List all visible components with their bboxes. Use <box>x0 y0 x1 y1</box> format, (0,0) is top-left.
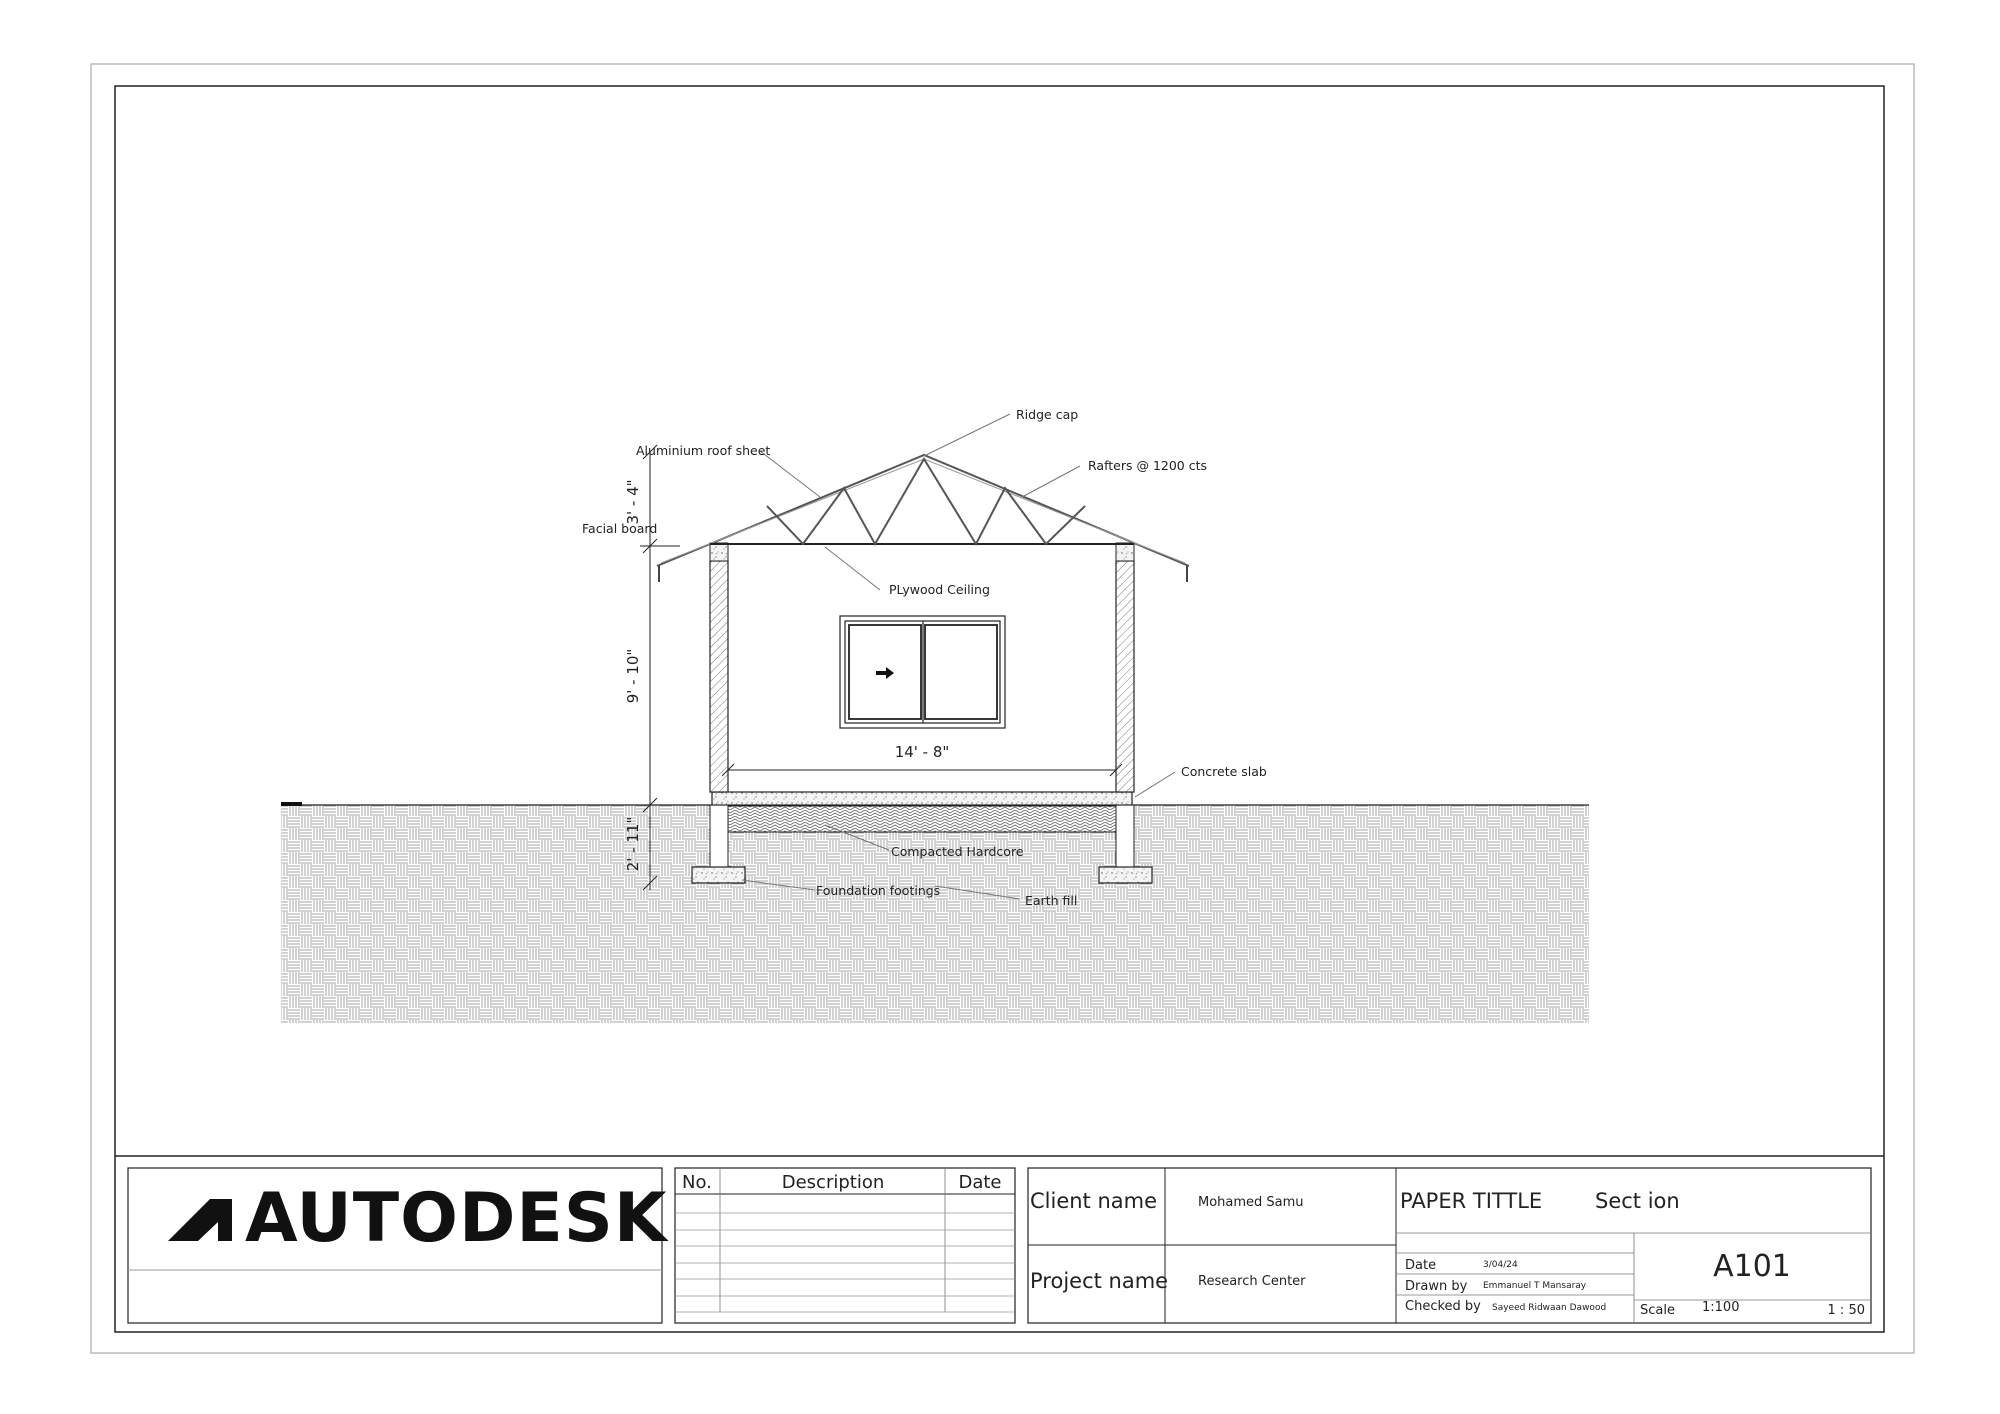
drawn-by-label: Drawn by <box>1405 1279 1468 1294</box>
dim-foundation-depth: 2' - 11" <box>624 816 642 872</box>
paper-title-value: Sect ion <box>1595 1189 1680 1213</box>
label-aluminium-roof-sheet: Aluminium roof sheet <box>636 443 771 458</box>
left-foundation-wall <box>710 805 728 867</box>
right-footing <box>1099 867 1152 883</box>
label-plywood-ceiling: PLywood Ceiling <box>889 582 990 597</box>
revisions-table <box>675 1168 1015 1323</box>
window <box>840 616 1005 728</box>
right-wall <box>1116 561 1134 792</box>
compacted-hardcore <box>728 806 1116 832</box>
label-foundation-footings: Foundation footings <box>816 883 941 898</box>
label-ridge-cap: Ridge cap <box>1016 407 1079 422</box>
revisions-col-no: No. <box>682 1172 712 1193</box>
left-footing <box>692 867 745 883</box>
dim-room-width: 14' - 8" <box>894 743 950 761</box>
scale-value: 1:100 <box>1702 1300 1740 1315</box>
right-foundation-wall <box>1116 805 1134 867</box>
scale-alt: 1 : 50 <box>1827 1303 1865 1318</box>
paper-title-label: PAPER TITTLE <box>1400 1189 1543 1213</box>
label-concrete-slab: Concrete slab <box>1181 764 1267 779</box>
checked-by-value: Sayeed Ridwaan Dawood <box>1492 1303 1607 1313</box>
client-value: Mohamed Samu <box>1198 1195 1304 1210</box>
right-ring-beam <box>1116 543 1134 561</box>
label-earth-fill: Earth fill <box>1025 893 1078 908</box>
logo-box <box>128 1168 669 1323</box>
revisions-col-date: Date <box>958 1172 1002 1193</box>
date-value: 3/04/24 <box>1483 1260 1518 1270</box>
left-ring-beam <box>710 543 728 561</box>
client-label: Client name <box>1030 1189 1158 1213</box>
dim-wall-height: 9' - 10" <box>624 648 642 704</box>
project-value: Research Center <box>1198 1274 1306 1289</box>
autodesk-logo-icon <box>168 1199 232 1241</box>
autodesk-logo: AUTODESK <box>245 1179 668 1258</box>
concrete-slab <box>712 792 1132 805</box>
label-compacted-hardcore: Compacted Hardcore <box>891 844 1024 859</box>
scale-label: Scale <box>1640 1303 1675 1318</box>
revisions-col-description: Description <box>781 1172 885 1193</box>
date-label: Date <box>1405 1258 1437 1273</box>
sheet-number: A101 <box>1713 1249 1791 1284</box>
label-rafters: Rafters @ 1200 cts <box>1088 458 1208 473</box>
left-wall <box>710 561 728 792</box>
project-info-box <box>1028 1168 1871 1323</box>
building-section <box>281 407 1589 1023</box>
drawn-by-value: Emmanuel T Mansaray <box>1483 1281 1587 1291</box>
checked-by-label: Checked by <box>1405 1299 1481 1314</box>
project-label: Project name <box>1030 1269 1169 1293</box>
label-facial-board: Facial board <box>582 521 658 536</box>
dim-roof-height: 3' - 4" <box>624 479 642 525</box>
earth-fill <box>281 805 1589 1023</box>
